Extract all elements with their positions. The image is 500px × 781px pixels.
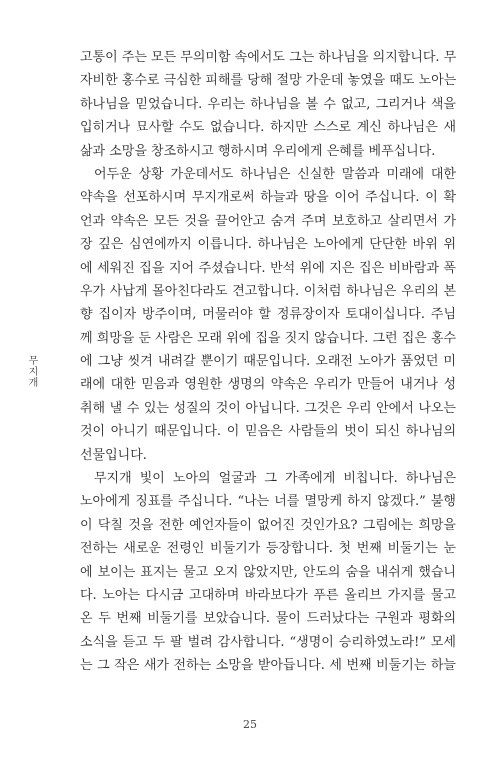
text-line: 우가 사납게 몰아친다라도 견고합니다. 이처럼 하나님은 우리의 본 bbox=[80, 283, 456, 299]
text-line: 향 집이자 방주이며, 머물러야 할 정류장이자 토대이십니다. 주님 bbox=[80, 307, 456, 323]
paragraph-1 bbox=[80, 46, 456, 163]
text-line: 에 세워진 집을 지어 주셨습니다. 반석 위에 지은 집은 비바람과 폭 bbox=[80, 260, 456, 276]
text-line: 무지개 빛이 노아의 얼굴과 그 가족에게 비칩니다. 하나님은 bbox=[94, 471, 456, 487]
text-line: 래에 대한 믿음과 영원한 생명의 약속은 우리가 만들어 내거나 성 bbox=[80, 377, 456, 393]
paragraph-2 bbox=[80, 163, 456, 467]
body-text bbox=[80, 46, 456, 678]
text-line: 입히거나 묘사할 수도 없습니다. 하지만 스스로 계신 하나님은 새 bbox=[80, 120, 456, 136]
text-line: 고통이 주는 모든 무의미함 속에서도 그는 하나님을 의지합니다. 무 bbox=[80, 50, 457, 65]
chapter-side-tab: 무지개 bbox=[26, 355, 37, 388]
text-line: 것이 아니기 때문입니다. 이 믿음은 사람들의 벗이 되신 하나님의 bbox=[80, 424, 456, 440]
text-line: 에 보이는 표지는 물고 오지 않았지만, 안도의 숨을 내쉬게 했습니 bbox=[80, 564, 456, 580]
text-line: 장 깊은 심연에까지 이릅니다. 하나님은 노아에게 단단한 바위 위 bbox=[80, 237, 456, 253]
text-line: 선물입니다. bbox=[80, 447, 147, 463]
text-line: 취해 낼 수 있는 성질의 것이 아닙니다. 그것은 우리 안에서 나오는 bbox=[80, 400, 456, 416]
text-line: 께 희망을 둔 사람은 모래 위에 집을 짓지 않습니다. 그런 집은 홍수 bbox=[80, 330, 457, 346]
text-line: 는 그 작은 새가 전하는 소망을 받아듭니다. 세 번째 비둘기는 하늘 bbox=[80, 658, 456, 674]
text-line: 자비한 홍수로 극심한 피해를 당해 절망 가운데 놓였을 때도 노아는 bbox=[80, 73, 457, 89]
text-line: 어두운 상황 가운데서도 하나님은 신실한 말씀과 미래에 대한 bbox=[94, 166, 456, 182]
text-line: 에 그냥 씻겨 내려갈 뿐이기 때문입니다. 오래전 노아가 품었던 미 bbox=[80, 354, 456, 370]
text-line: 이 닥칠 것을 전한 예언자들이 없어진 것인가요? 그림에는 희망을 bbox=[80, 517, 456, 533]
paragraph-3 bbox=[80, 467, 456, 678]
text-line: 온 두 번째 비둘기를 보았습니다. 물이 드러났다는 구원과 평화의 bbox=[80, 611, 456, 627]
text-line: 삶과 소망을 창조하시고 행하시며 우리에게 은혜를 베푸십니다. bbox=[80, 143, 436, 159]
text-line: 하나님을 믿었습니다. 우리는 하나님을 볼 수 없고, 그리거나 색을 bbox=[80, 96, 456, 112]
text-line: 노아에게 징표를 주십니다. “나는 너를 멸망케 하지 않겠다.” 불행 bbox=[80, 494, 456, 510]
text-line: 다. 노아는 다시금 고대하며 바라보다가 푸른 올리브 가지를 물고 bbox=[80, 587, 456, 603]
page-number: 25 bbox=[243, 718, 257, 731]
text-line: 약속을 선포하시며 무지개로써 하늘과 땅을 이어 주십니다. 이 확 bbox=[80, 190, 456, 206]
text-line: 전하는 새로운 전령인 비둘기가 등장합니다. 첫 번째 비둘기는 눈 bbox=[80, 541, 456, 557]
text-line: 언과 약속은 모든 것을 끌어안고 숨겨 주며 보호하고 살리면서 가 bbox=[80, 213, 456, 229]
text-line: 소식을 듣고 두 팔 벌려 감사합니다. “생명이 승리하였노라!” 모세 bbox=[80, 634, 456, 650]
